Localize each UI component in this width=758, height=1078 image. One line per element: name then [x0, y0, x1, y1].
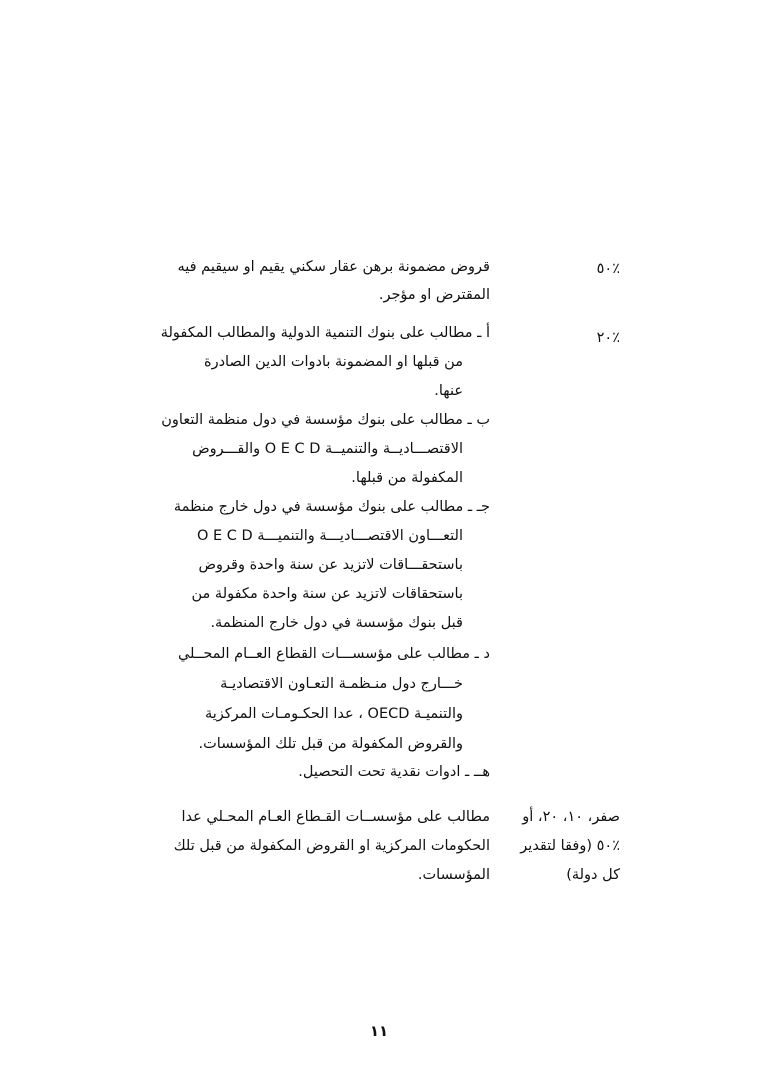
- item-a-line2: من قبلها او المضمونة بادوات الدين الصادرة: [203, 354, 463, 370]
- item-d-line2: خـــارج دول منـظمـة التعـاون الاقتصاديـة: [220, 676, 463, 692]
- item-b-line1: ب ـ مطالب على بنوك مؤسسة في دول منظمة التعاون: [161, 412, 490, 428]
- row3-line1: مطالب على مؤسســات القـطاع العـام المحـلي عدا: [181, 809, 490, 825]
- risk-weight-20: ٪٢٠: [596, 330, 620, 346]
- row1-line2: المقترض او مؤجر.: [378, 287, 490, 303]
- item-b-line2: الاقتصـــاديــة والتنميــة O E C D والقـــروض: [192, 441, 463, 457]
- row3-line3: المؤسسات.: [417, 867, 490, 883]
- item-d-line1: د ـ مطالب على مؤسســـات القطاع العــام المحــلي: [177, 646, 490, 662]
- risk-weight-options-line1: صفر، ١٠، ٢٠، أو: [522, 809, 620, 825]
- item-b-line3: المكفولة من قبلها.: [351, 470, 463, 486]
- risk-weight-50: ٪٥٠: [596, 261, 620, 277]
- item-d-line4: والقروض المكفولة من قبل تلك المؤسسات.: [198, 736, 463, 752]
- item-c-line2: التعـــاون الاقتصـــاديـــة والتنميـــة O E C D: [197, 528, 463, 544]
- risk-weight-options-line2: ٪٥٠ (وفقا لتقدير: [520, 838, 620, 854]
- item-a-line3: عنها.: [434, 383, 463, 399]
- page-number: ١١: [369, 1022, 389, 1040]
- item-c-line4: باستحقاقات لاتزيد عن سنة واحدة مكفولة من: [191, 586, 463, 602]
- item-c-line5: قبل بنوك مؤسسة في دول خارج المنظمة.: [210, 615, 463, 631]
- item-e-line1: هــ ـ ادوات نقدية تحت التحصيل.: [298, 764, 490, 780]
- row3-line2: الحكومات المركزية او القروض المكفولة من قبل تلك: [173, 838, 490, 854]
- item-c-line3: باستحقـــاقات لاتزيد عن سنة واحدة وقروض: [198, 557, 463, 573]
- item-d-line3: والتنميـة OECD ، عدا الحكـومـات المركزية: [204, 706, 463, 722]
- row1-line1: قروض مضمونة برهن عقار سكني يقيم او سيقيم فيه: [177, 259, 490, 275]
- item-c-line1: جـ ـ مطالب على بنوك مؤسسة في دول خارج منظمة: [173, 499, 490, 515]
- item-a-line1: أ ـ مطالب على بنوك التنمية الدولية والمطالب المكفولة: [160, 325, 490, 341]
- risk-weight-options-line3: كل دولة): [566, 867, 620, 883]
